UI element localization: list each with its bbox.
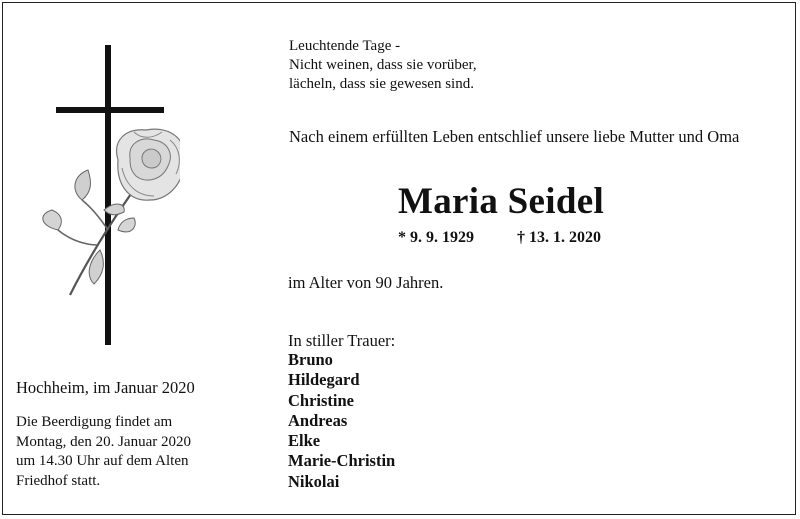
cross-horizontal-bar bbox=[56, 107, 164, 113]
poem-line-2: Nicht weinen, dass sie vorüber, bbox=[289, 57, 477, 73]
poem bbox=[289, 37, 477, 94]
poem-line-3: lächeln, dass sie gewesen sind. bbox=[289, 76, 474, 92]
place-date: Hochheim, im Januar 2020 bbox=[16, 378, 195, 397]
mourner-name: Christine bbox=[288, 390, 354, 410]
rose-leaf bbox=[43, 210, 62, 230]
funeral-line-3: um 14.30 Uhr auf dem Alten bbox=[16, 453, 189, 469]
cross-vertical-bar bbox=[105, 45, 111, 345]
mourner-name: Elke bbox=[288, 431, 321, 451]
rose-leaf bbox=[118, 218, 135, 232]
rose-bloom bbox=[117, 129, 180, 200]
birth-date: * 9. 9. 1929 bbox=[398, 229, 474, 246]
funeral-line-2: Montag, den 20. Januar 2020 bbox=[16, 433, 191, 450]
death-date: † 13. 1. 2020 bbox=[517, 229, 601, 246]
deceased-name: Maria Seidel bbox=[398, 181, 605, 222]
age-text: im Alter von 90 Jahren. bbox=[288, 273, 444, 292]
mourner-name: Marie-Christin bbox=[288, 451, 396, 471]
funeral-line-1: Die Beerdigung findet am bbox=[16, 414, 173, 430]
mourner-name: Andreas bbox=[288, 410, 348, 430]
intro-text: Nach einem erfüllten Leben entschlief unsere liebe Mutter und Oma bbox=[289, 127, 740, 146]
mourners-label: In stiller Trauer: bbox=[288, 331, 396, 350]
funeral-line-4: Friedhof statt. bbox=[16, 472, 101, 489]
mourner-name: Hildegard bbox=[288, 370, 360, 390]
mourner-name: Bruno bbox=[288, 350, 333, 369]
rose-leaf bbox=[75, 170, 91, 200]
cross-with-rose-image bbox=[30, 40, 180, 350]
mourner-name: Nikolai bbox=[288, 471, 340, 491]
mourners-list bbox=[288, 350, 395, 492]
poem-line-1: Leuchtende Tage - bbox=[289, 38, 401, 54]
funeral-info bbox=[16, 413, 191, 491]
